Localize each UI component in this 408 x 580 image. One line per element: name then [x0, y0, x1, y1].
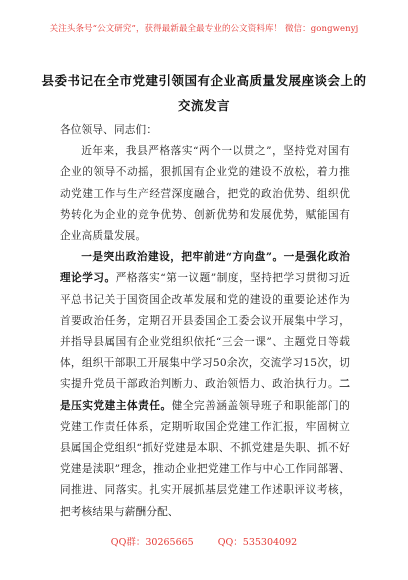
qq-group: QQ群：30265665 — [110, 537, 194, 548]
document-title-line2: 交流发言 — [177, 98, 230, 113]
footer-contacts — [0, 534, 408, 548]
header-notice: 关注头条号“公文研究”，获得最新最全最专业的公文资料库！ 微信：gongwenyj — [49, 24, 359, 34]
document-body — [60, 120, 350, 523]
salutation: 各位领导、同志们： — [60, 124, 158, 136]
document-title: 县委书记在全市党建引领国有企业高质量发展座谈会上的 — [41, 73, 367, 88]
paragraph-intro: 近年来，我县严格落实“两个一以贯之”，坚持党对国有企业的领导不动摇，狠抓国有企业党的建设不放松，着力推动党建工作与生产经营深度融合，把党的政治优势、组织优势转化为企业的竞争优势、创新优势和发展优势，赋能国有企业高质量发展。 — [60, 145, 350, 243]
qq-contact: QQ：535304092 — [217, 537, 298, 548]
section-text: 严格落实“第一议题”制度，坚持把学习贯彻习近平总书记关于国资国企改革发展和党的建设的重要论述作为首要政治任务，定期召开县委国企工委会议开展集中学习，并指导县属国有企业党组织依托“三会一课”、主题党日等载体，组织干部职工开展集中学习50余次，交流学习15次，切实提升党员干部政治判断力、政治领悟力、政治执行力。 — [60, 272, 350, 391]
section-text-continued: 健全完善涵盖领导班子和职能部门的党建工作责任体系，定期听取国企党建工作汇报，牢固树立县属国企党组织“抓好党建是本职、不抓党建是失职、抓不好党建是渎职”理念，推动企业把党建工作与中心工作同部署、同推进、同落实。扎实开展抓基层党建工作述职评议考核，把考核结果与薪酬分配、 — [60, 399, 351, 518]
paragraph-section-one — [60, 247, 350, 523]
section-heading: 一是突出政治建设，把牢前进“方向盘”。一是强化政治理论学习。 — [60, 251, 350, 285]
section-subheading: 二是压实党建主体责任。 — [60, 378, 350, 412]
